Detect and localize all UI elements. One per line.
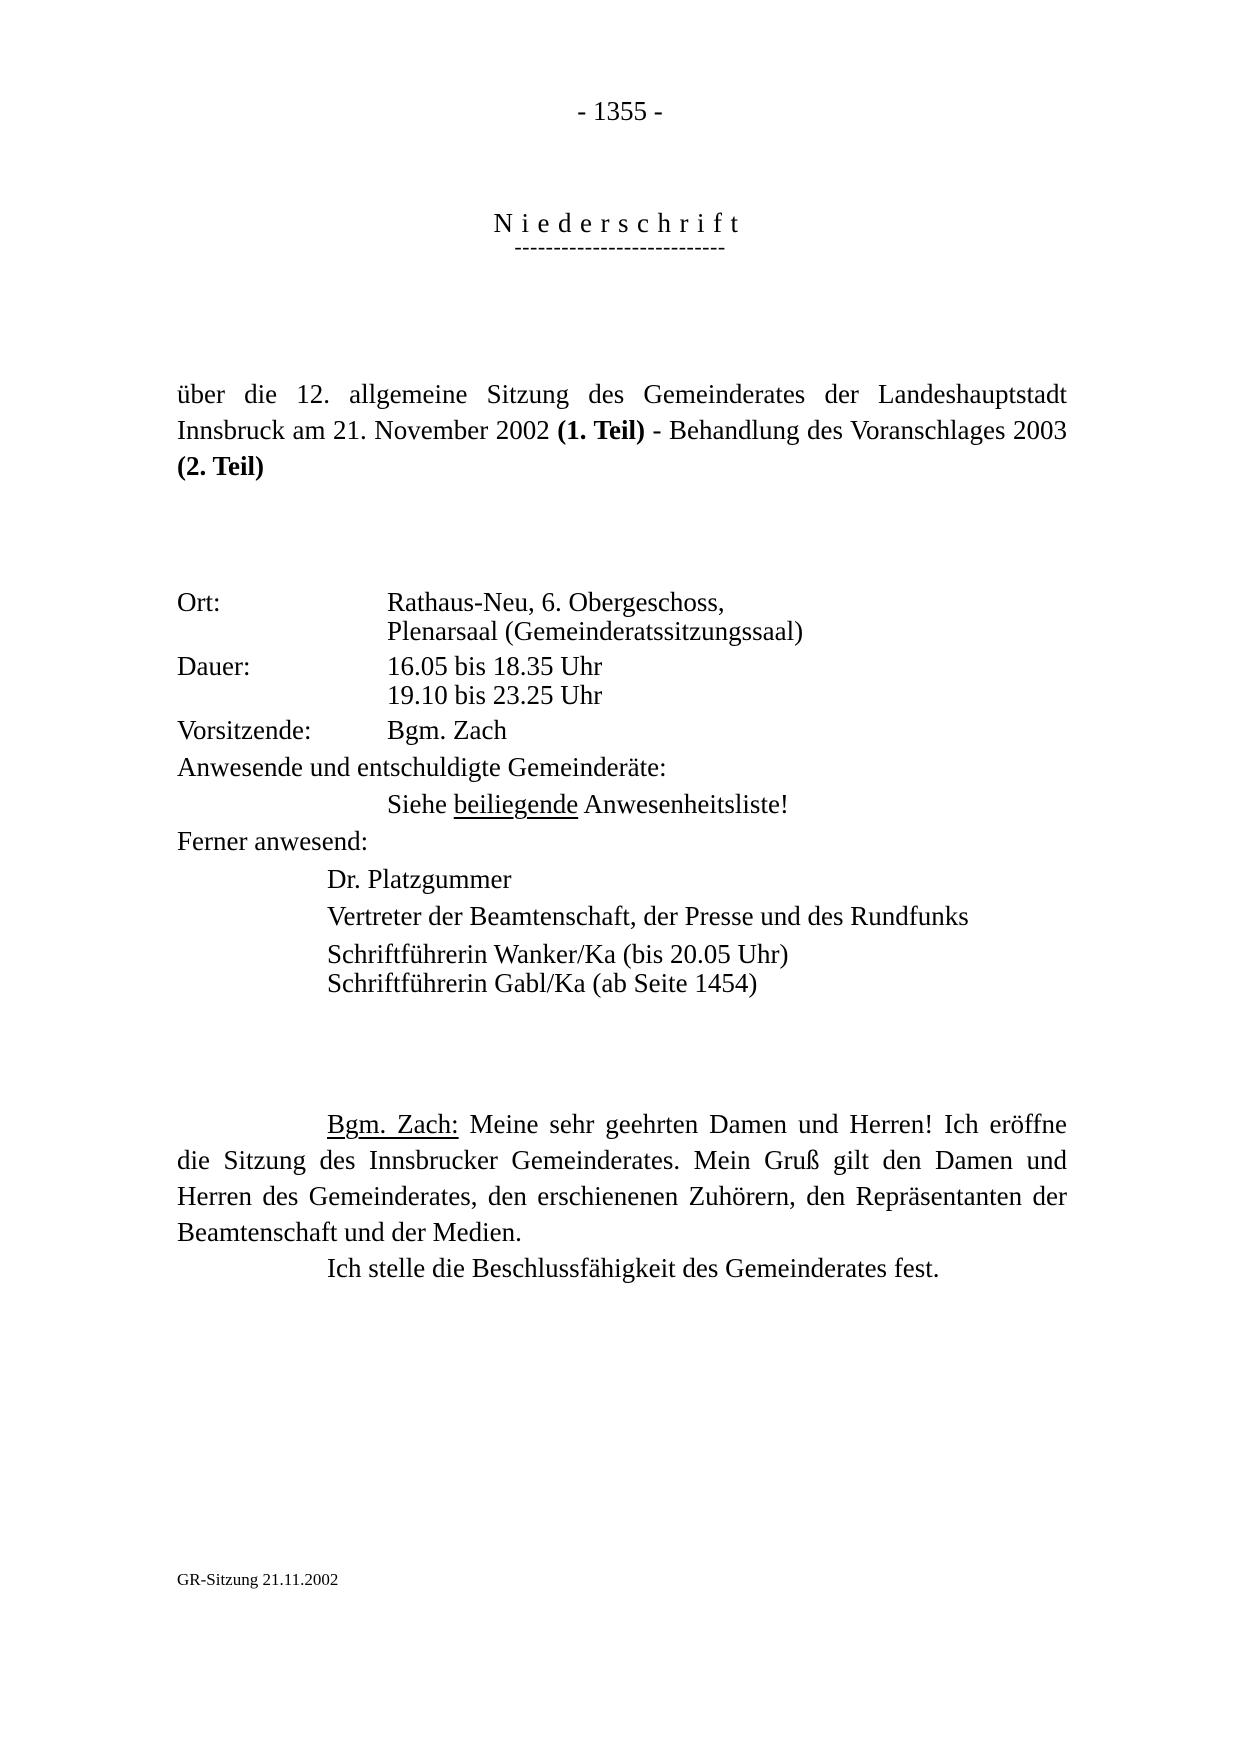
anwesende-underlined: beiliegende (453, 789, 579, 819)
ort-label: Ort: (177, 587, 221, 617)
dauer-label: Dauer: (177, 651, 251, 681)
anwesende-value (387, 790, 789, 819)
ferner-item: Schriftführerin Gabl/Ka (ab Seite 1454) (327, 968, 758, 998)
dauer-line-2: 19.10 bis 23.25 Uhr (387, 680, 603, 710)
anwesende-label: Anwesende und entschuldigte Gemeinderäte: (177, 752, 667, 782)
speech-block (177, 1106, 1067, 1286)
ort-line-1: Rathaus-Neu, 6. Obergeschoss, (387, 587, 725, 617)
intro-paragraph (177, 376, 1067, 484)
ferner-item: Vertreter der Beamtenschaft, der Presse und des Rundfunks (327, 901, 969, 931)
anwesende-pre: Siehe (387, 789, 454, 819)
intro-text-2: - Behandlung des Voranschlages 2003 (645, 415, 1068, 445)
ferner-label: Ferner anwesend: (177, 826, 369, 856)
document-title: Niederschrift (493, 208, 747, 238)
ort-line-2: Plenarsaal (Gemeinderatssitzungssaal) (387, 616, 804, 646)
dauer-line-1: 16.05 bis 18.35 Uhr (387, 651, 603, 681)
ferner-item: Schriftführerin Wanker/Ka (bis 20.05 Uhr) (327, 939, 789, 969)
anwesende-post: Anwesenheitsliste! (578, 789, 789, 819)
speaker-name: Bgm. Zach: (327, 1109, 459, 1139)
ferner-item: Dr. Platzgummer (327, 864, 512, 894)
vorsitz-label: Vorsitzende: (177, 715, 312, 745)
intro-text-1: über die 12. allgemeine Sitzung des Gemeinderates der Landeshauptstadt Innsbruck am 21. November 2002 (177, 379, 1067, 445)
intro-bold-1: (1. Teil) (557, 415, 646, 445)
vorsitz-value: Bgm. Zach (387, 715, 507, 745)
title-underline: --------------------------- (514, 234, 726, 259)
page-number: - 1355 - (577, 96, 663, 126)
intro-bold-2: (2. Teil) (177, 451, 265, 481)
speech-line-2: Ich stelle die Beschlussfähigkeit des Gemeinderates fest. (327, 1253, 940, 1283)
footer-text: GR-Sitzung 21.11.2002 (177, 1570, 339, 1589)
speech-text: Meine sehr geehrten Damen und Herren! Ich eröffne die Sitzung des Innsbrucker Gemeinderates. Mein Gruß gilt den Damen und Herren des Gemeinderates, den erschienenen Zuhörern, den Repräsentanten der Beamtenschaft und der Medien. (177, 1109, 1067, 1247)
speech-paragraph (177, 1106, 1067, 1250)
